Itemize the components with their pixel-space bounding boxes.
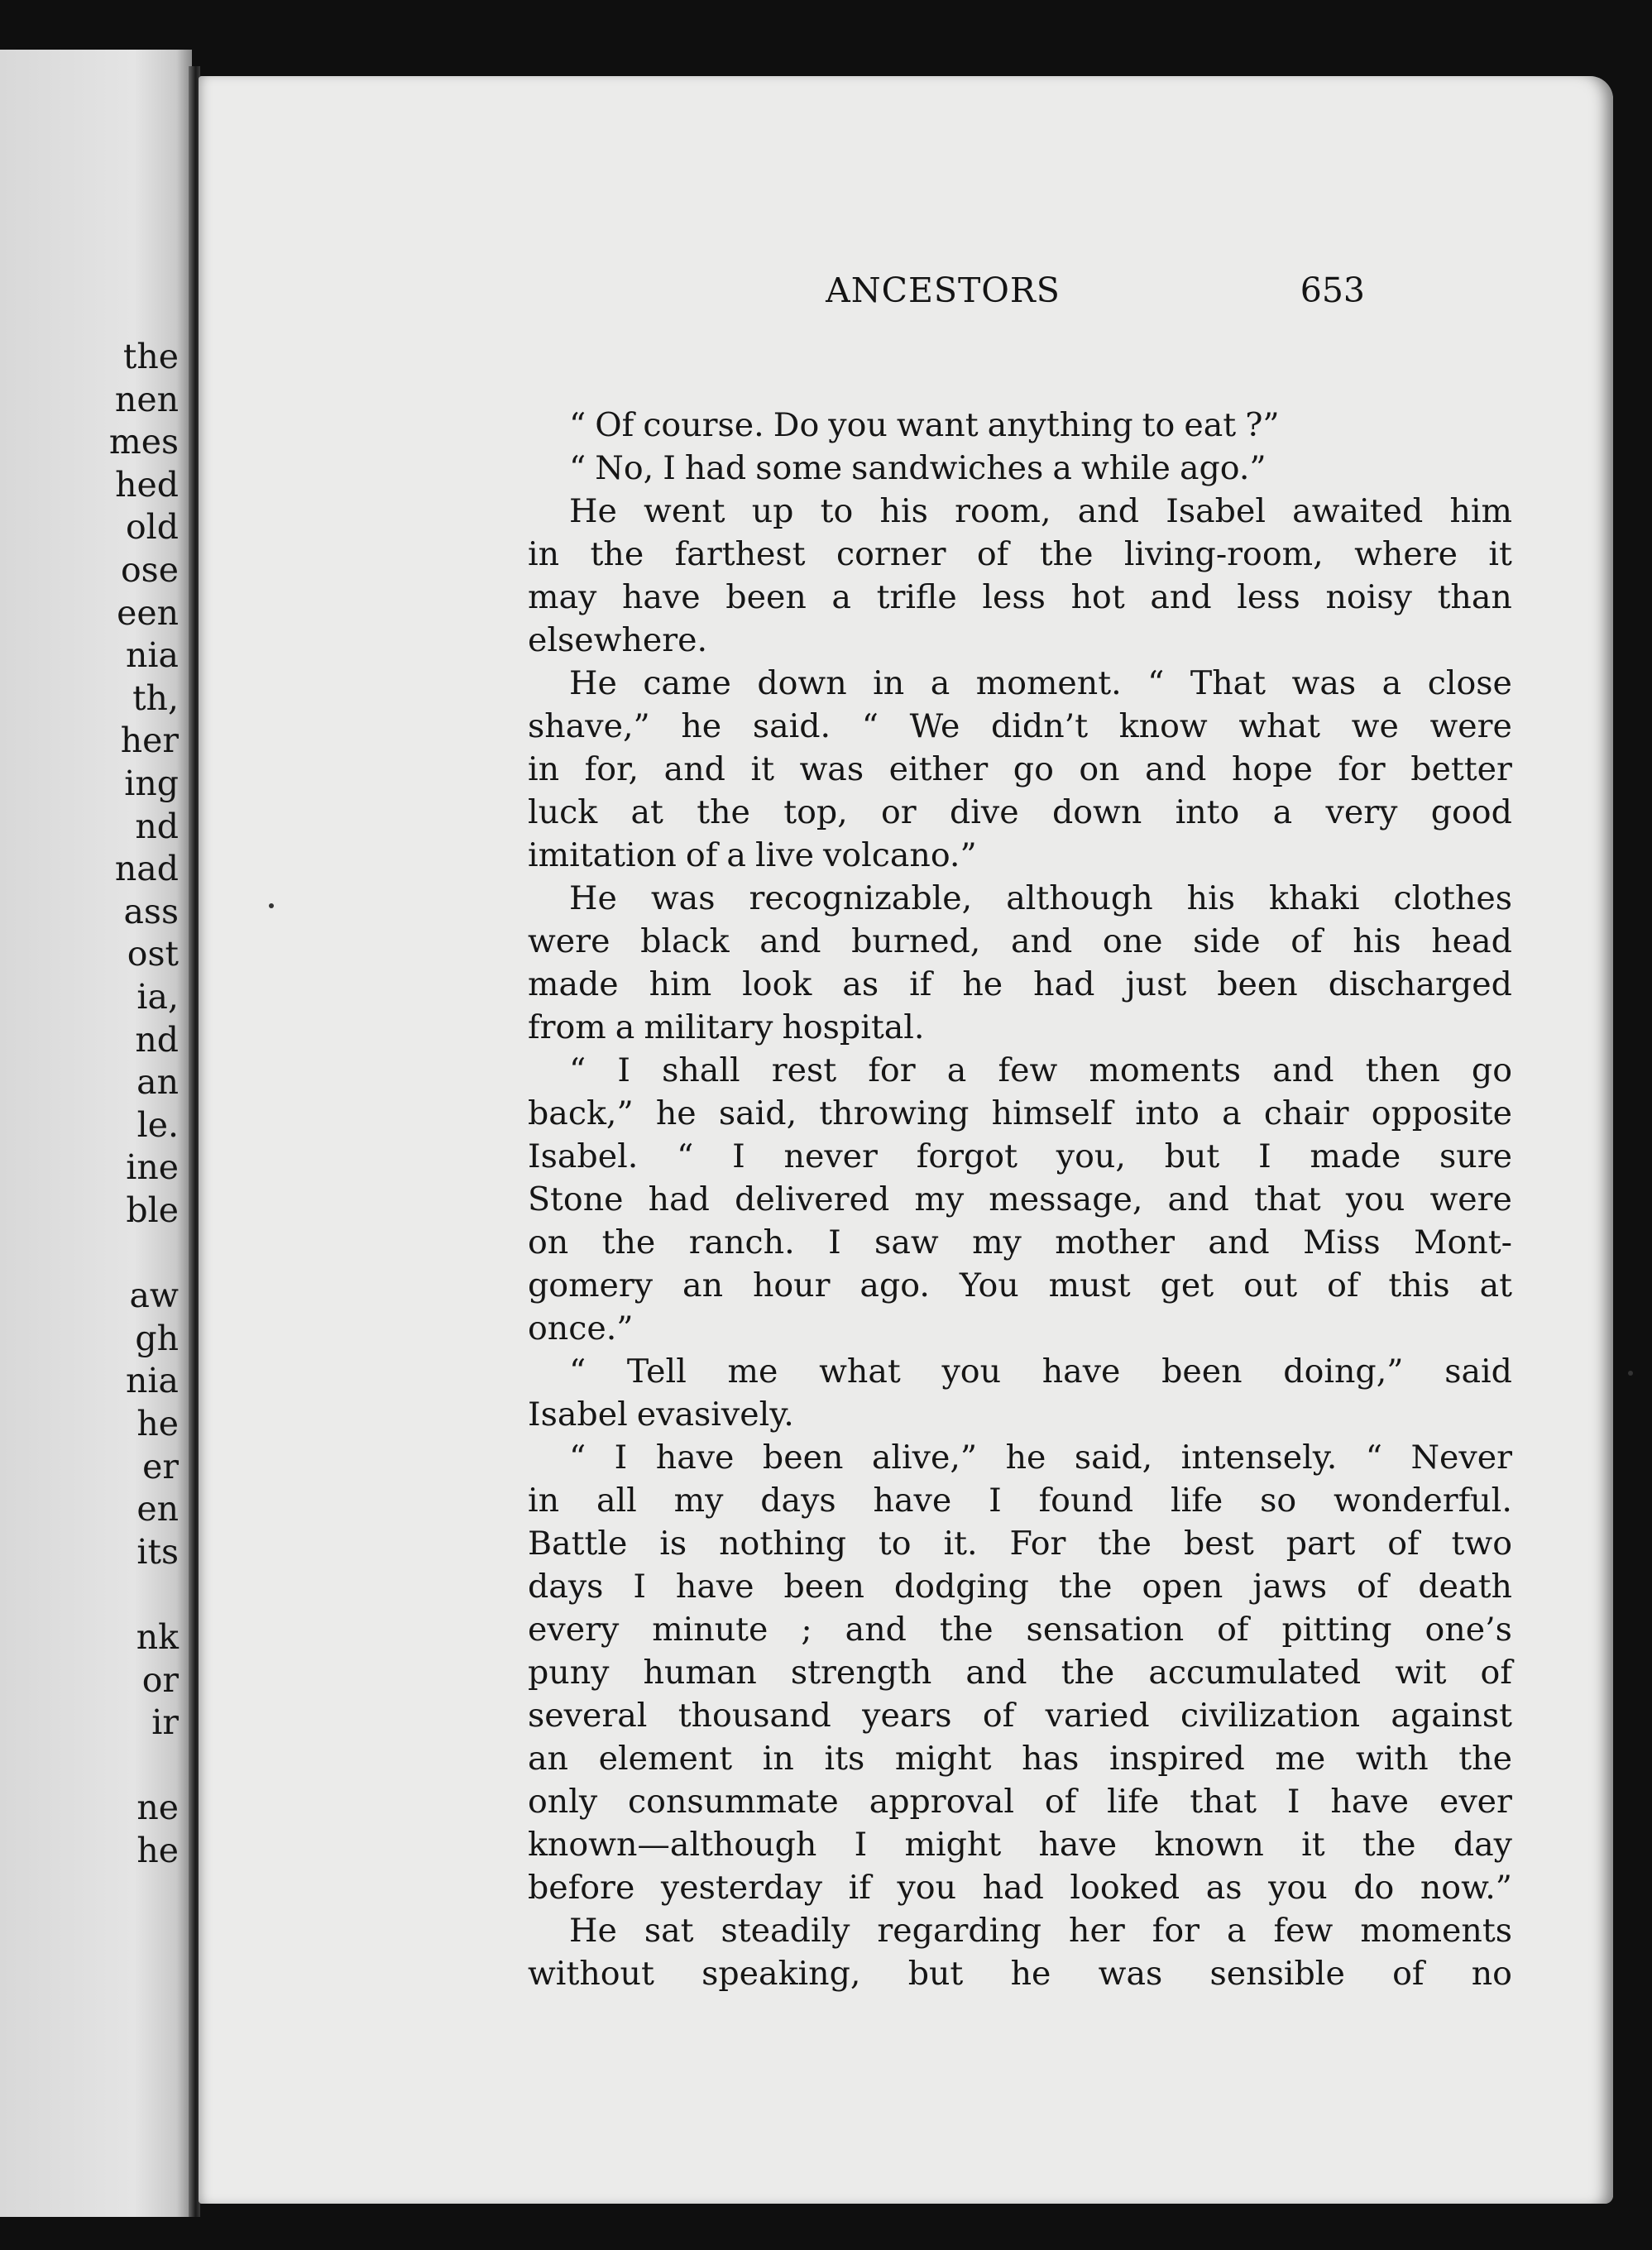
facing-page-line: nd xyxy=(135,806,179,846)
facing-page-line: nad xyxy=(114,849,179,889)
facing-page-line: ing xyxy=(124,764,179,803)
facing-page-line: ine xyxy=(126,1147,179,1188)
text-line: He was recognizable, although his khaki clothes xyxy=(569,879,1512,917)
facing-page-line: ose xyxy=(121,550,179,590)
facing-page-line: aw xyxy=(129,1276,179,1316)
facing-page-line: ble xyxy=(126,1190,179,1230)
facing-page-line: hed xyxy=(115,464,179,505)
facing-page-line: nia xyxy=(126,635,179,676)
text-line: only consummate approval of life that I have ever xyxy=(528,1783,1512,1821)
facing-page-line: an xyxy=(136,1062,179,1103)
text-line: imitation of a live volcano.” xyxy=(528,836,977,874)
text-line: once.” xyxy=(528,1309,634,1348)
ink-speck xyxy=(269,903,274,908)
facing-page-line: ass xyxy=(123,891,179,931)
facing-page-line: ne xyxy=(136,1788,179,1828)
text-line: from a military hospital. xyxy=(528,1008,925,1046)
text-line: Isabel. “ I never forgot you, but I made sure xyxy=(528,1137,1512,1175)
text-line: “ I have been alive,” he said, intensely. “ Never xyxy=(569,1439,1512,1477)
page-header xyxy=(521,270,1365,328)
text-line: puny human strength and the accumulated wit of xyxy=(528,1654,1512,1692)
book-page xyxy=(199,76,1613,2204)
facing-page-line: een xyxy=(117,592,179,633)
text-line: known—although I might have known it the day xyxy=(528,1826,1512,1864)
text-line: luck at the top, or dive down into a very good xyxy=(528,793,1512,831)
facing-page-line: he xyxy=(136,1404,179,1443)
facing-page-line: mes xyxy=(108,422,179,462)
text-line: in for, and it was either go on and hope for better xyxy=(528,750,1512,788)
text-line: on the ranch. I saw my mother and Miss Mont- xyxy=(528,1223,1512,1261)
text-line: without speaking, but he was sensible of no xyxy=(528,1955,1512,1993)
facing-page-line: old xyxy=(125,507,179,548)
page-number: 653 xyxy=(1300,270,1365,310)
text-line: “ No, I had some sandwiches a while ago.” xyxy=(569,449,1267,487)
text-line: Stone had delivered my message, and that you were xyxy=(528,1180,1512,1218)
text-line: may have been a trifle less hot and less noisy than xyxy=(528,578,1512,616)
facing-page-line: nd xyxy=(135,1019,179,1060)
text-line: were black and burned, and one side of his head xyxy=(528,922,1512,960)
text-line: an element in its might has inspired me with the xyxy=(528,1740,1512,1778)
facing-page-line: its xyxy=(136,1531,179,1572)
facing-page-line: nk xyxy=(136,1617,179,1657)
facing-page-line: le. xyxy=(136,1104,179,1145)
text-line: He went up to his room, and Isabel awaited him xyxy=(569,492,1512,530)
body-text xyxy=(528,404,1512,1995)
text-line: in the farthest corner of the living-room, where it xyxy=(528,535,1512,573)
text-line: gomery an hour ago. You must get out of this at xyxy=(528,1266,1512,1305)
facing-page-line: en xyxy=(136,1489,179,1530)
text-line: He came down in a moment. “ That was a close xyxy=(569,664,1512,702)
facing-page-line: her xyxy=(120,720,179,761)
facing-page-line: er xyxy=(142,1446,179,1486)
text-line: “ Of course. Do you want anything to eat ?” xyxy=(569,406,1280,444)
text-line: days I have been dodging the open jaws of death xyxy=(528,1568,1512,1606)
facing-page-line: nia xyxy=(126,1361,179,1401)
facing-page-line: or xyxy=(141,1659,179,1700)
text-line: elsewhere. xyxy=(528,621,708,659)
text-line: Isabel evasively. xyxy=(528,1395,794,1434)
facing-page-line: ia, xyxy=(136,977,179,1017)
facing-page-line: gh xyxy=(135,1318,179,1358)
text-line: Battle is nothing to it. For the best part of two xyxy=(528,1525,1512,1563)
text-line: before yesterday if you had looked as you do now.” xyxy=(528,1869,1512,1907)
ink-speck xyxy=(1628,1371,1633,1376)
text-line: made him look as if he had just been discharged xyxy=(528,965,1512,1003)
facing-page-line: ir xyxy=(151,1702,179,1743)
text-line: shave,” he said. “ We didn’t know what we were xyxy=(528,707,1512,745)
facing-page-line: he xyxy=(136,1831,179,1870)
running-head: ANCESTORS xyxy=(826,270,1061,310)
text-line: several thousand years of varied civilization against xyxy=(528,1697,1512,1735)
text-line: “ I shall rest for a few moments and then go xyxy=(569,1051,1512,1089)
text-line: in all my days have I found life so wonderful. xyxy=(528,1482,1512,1520)
facing-page-line: ost xyxy=(127,934,179,974)
text-line: every minute ; and the sensation of pitting one’s xyxy=(528,1611,1512,1649)
text-line: “ Tell me what you have been doing,” said xyxy=(569,1352,1512,1391)
text-line: back,” he said, throwing himself into a chair opposite xyxy=(528,1094,1512,1132)
text-line: He sat steadily regarding her for a few moments xyxy=(569,1912,1512,1950)
facing-page-left xyxy=(0,50,192,2217)
facing-page-line: the xyxy=(122,337,179,376)
facing-page-line: th, xyxy=(132,677,179,718)
facing-page-line: nen xyxy=(114,379,179,419)
